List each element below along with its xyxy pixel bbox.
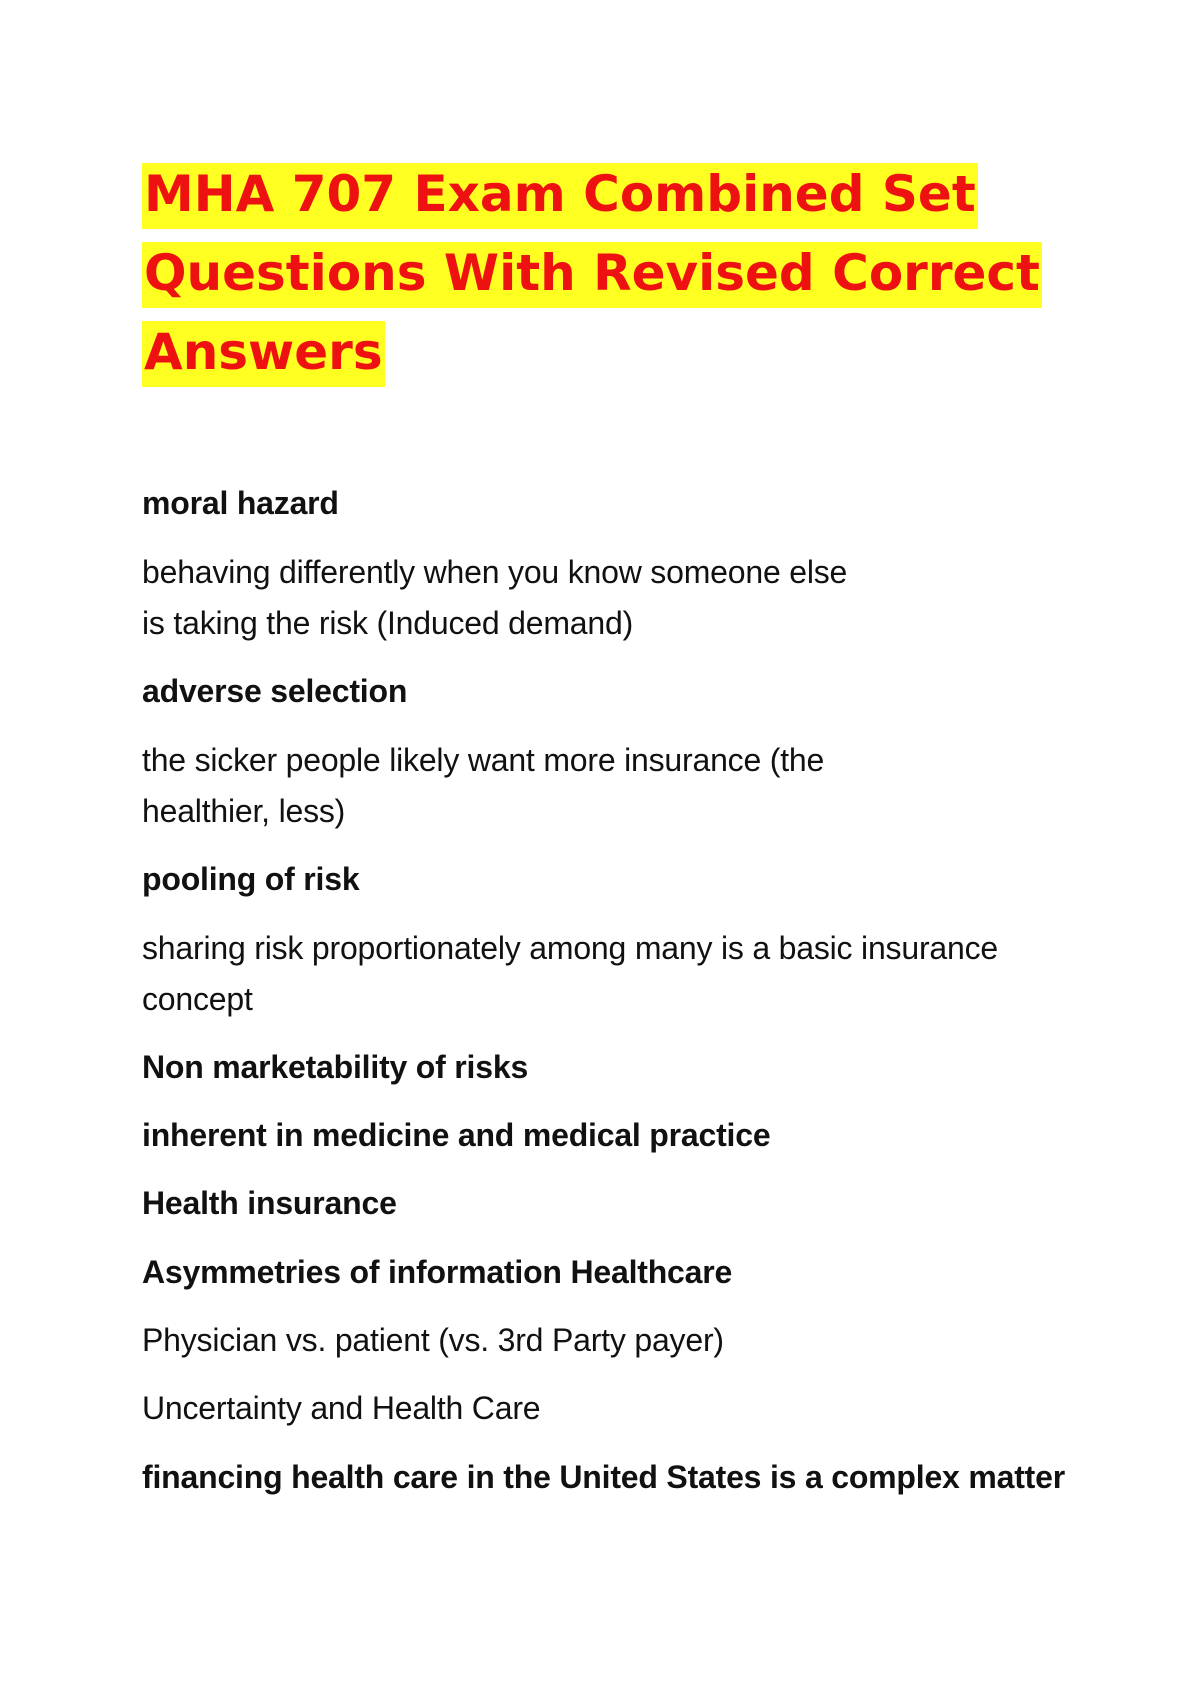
definition-physician-vs-patient: Physician vs. patient (vs. 3rd Party payer) xyxy=(142,1322,724,1358)
definition-moral-hazard-line-1: behaving differently when you know someone else xyxy=(142,554,848,590)
term-non-marketability-of-risks: Non marketability of risks xyxy=(142,1049,529,1085)
term-pooling-of-risk: pooling of risk xyxy=(142,861,360,897)
title-highlight: MHA 707 Exam Combined Set Questions With Revised Correct Answers xyxy=(142,163,1042,387)
term-adverse-selection: adverse selection xyxy=(142,673,408,709)
definition-pooling-of-risk-line-2: concept xyxy=(142,981,253,1017)
definition-moral-hazard-line-2: is taking the risk (Induced demand) xyxy=(142,605,634,641)
term-health-insurance: Health insurance xyxy=(142,1185,397,1221)
document-title xyxy=(142,155,1122,392)
definition-adverse-selection-line-1: the sicker people likely want more insurance (the xyxy=(142,742,825,778)
definition-uncertainty-and-health-care: Uncertainty and Health Care xyxy=(142,1390,541,1426)
definition-adverse-selection-line-2: healthier, less) xyxy=(142,793,346,829)
term-inherent-in-medicine: inherent in medicine and medical practice xyxy=(142,1117,771,1153)
term-moral-hazard: moral hazard xyxy=(142,485,339,521)
term-asymmetries-of-information: Asymmetries of information Healthcare xyxy=(142,1254,733,1290)
term-financing-health-care: financing health care in the United States is a complex matter xyxy=(142,1459,1065,1495)
definition-pooling-of-risk-line-1: sharing risk proportionately among many is a basic insurance xyxy=(142,930,998,966)
